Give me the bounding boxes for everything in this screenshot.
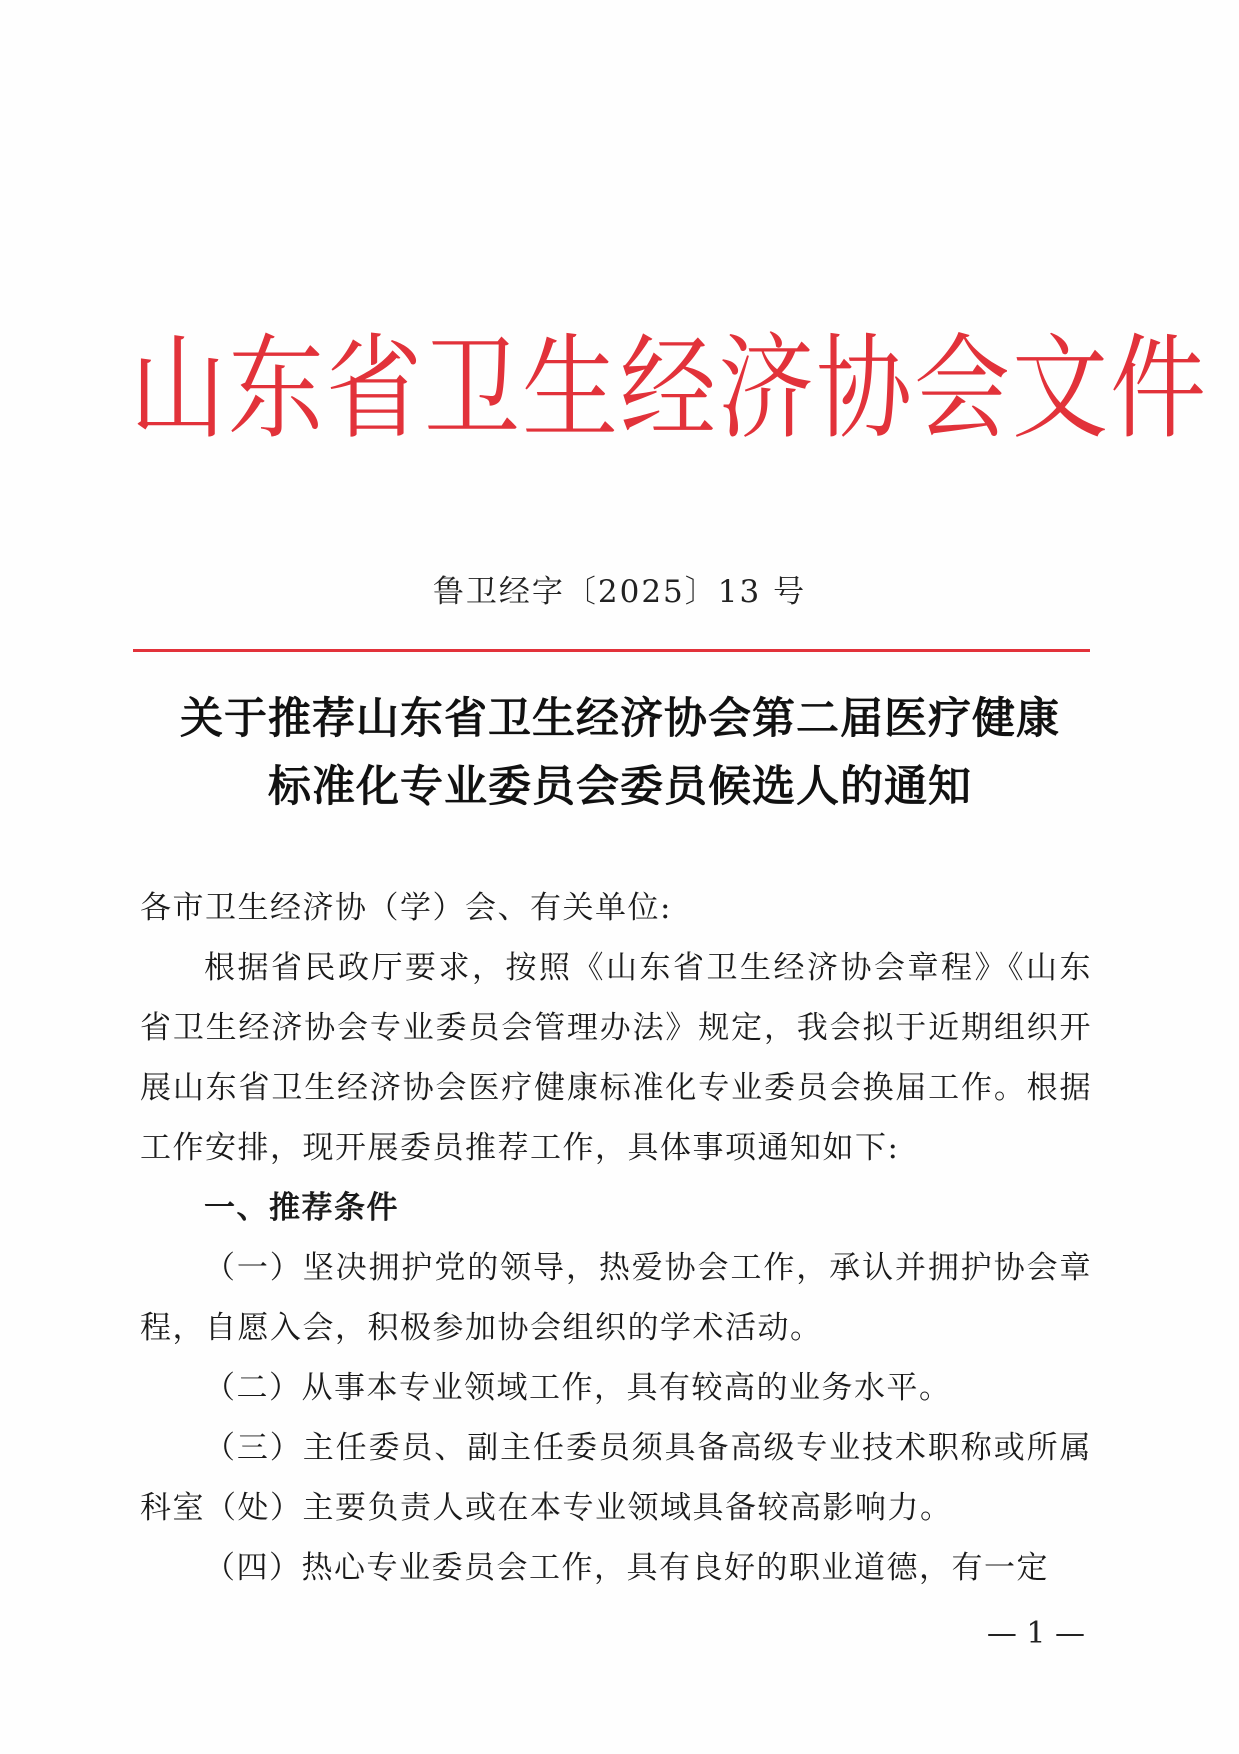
notice-title: [110, 685, 1130, 821]
condition-item-1: （一）坚决拥护党的领导，热爱协会工作，承认并拥护协会章程，自愿入会，积极参加协会组织的学术活动。: [140, 1250, 1092, 1346]
condition-item-3: （三）主任委员、副主任委员须具备高级专业技术职称或所属科室（处）主要负责人或在本专业领域具备较高影响力。: [140, 1430, 1092, 1526]
document-number: 鲁卫经字〔2025〕13 号: [432, 574, 807, 610]
intro-paragraph: 根据省民政厅要求，按照《山东省卫生经济协会章程》《山东省卫生经济协会专业委员会管理办法》规定，我会拟于近期组织开展山东省卫生经济协会医疗健康标准化专业委员会换届工作。根据工作安排，现开展委员推荐工作，具体事项通知如下:: [140, 950, 1092, 1166]
notice-title-line1: 关于推荐山东省卫生经济协会第二届医疗健康: [180, 694, 1060, 744]
condition-item-4: （四）热心专业委员会工作，具有良好的职业道德，有一定: [204, 1550, 1049, 1586]
salutation: 各市卫生经济协（学）会、有关单位:: [140, 890, 672, 926]
org-title-header: 山东省卫生经济协会文件: [130, 322, 1208, 455]
condition-item-2: （二）从事本专业领域工作，具有较高的业务水平。: [204, 1370, 952, 1406]
notice-body: [140, 878, 1092, 1598]
red-divider-line: [133, 649, 1090, 652]
notice-title-line2: 标准化专业委员会委员候选人的通知: [268, 762, 972, 812]
page-number: — 1 —: [986, 1616, 1085, 1651]
section-heading-conditions: 一、推荐条件: [204, 1190, 399, 1226]
